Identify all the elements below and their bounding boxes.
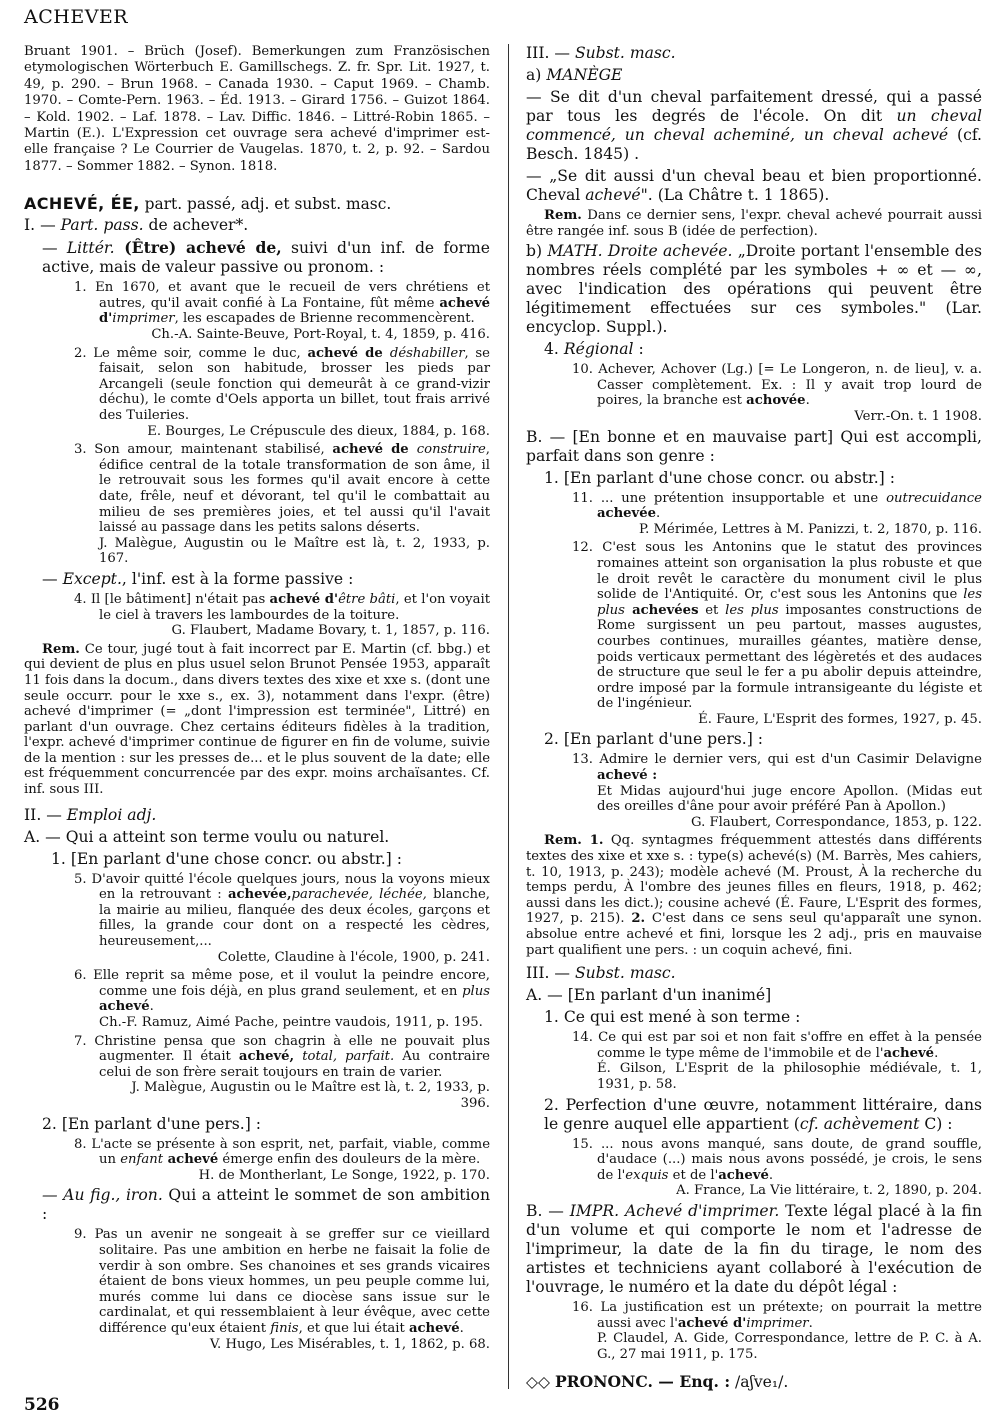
example-9 — [24, 1227, 490, 1352]
ex-bold: achevée — [597, 506, 656, 522]
sense-label: Part. pass. — [60, 216, 144, 235]
sense-3 — [526, 44, 982, 63]
sense-text: „Droite portant l'ensemble des nombres réels complété par les symboles + ∞ et — ∞, avec l'indication des opérations qui peuvent être légitimement effectuées sur ces symboles." (Lar. encyclop. Suppl.). — [526, 242, 982, 337]
example-5 — [24, 872, 490, 966]
ex-text: 2. Le même soir, comme le duc, — [74, 345, 308, 361]
sense-italic: cf. achèvement — [799, 1114, 920, 1133]
sense-label: Subst. masc. — [574, 964, 676, 983]
pronunciation-text: /aʃve₁/. — [730, 1373, 789, 1392]
ex-bold: achevé — [883, 1045, 935, 1061]
sense-III-B — [526, 1202, 982, 1297]
sense-label: Régional — [563, 340, 634, 359]
ex-italic: être bâti — [338, 591, 396, 607]
remark-text: Ce tour, jugé tout à fait incorrect par E. Martin (cf. bbg.) et qui devient de plus en plus usuel selon Brunot Pensée 1953, apparaît 11 fois dans la docum., dans divers textes des xixe et xxe s. (dont une seule occurr. pour le xxe s., ex. 3), notamment dans l'expr. (être) achevé d'imprimer (= „dont l'impression est terminée", Littré) en parlant d'un ouvrage. Chez certains éditeurs fidèles à la tradition, l'expr. achevé d'imprimer continue de figurer en fin de volume, suivie de la mention : sur les presses de... et le plus souvent de la date; elle est fréquemment concurrencée par des expr. moins archaïsantes. Cf. inf. sous III. — [24, 641, 490, 798]
ex-italic: imprimer — [112, 311, 175, 327]
sense-num: I. — — [24, 216, 61, 235]
example-source: G. Flaubert, Correspondance, 1853, p. 122. — [691, 814, 982, 830]
running-head: ACHEVER — [24, 6, 129, 28]
column-divider — [508, 44, 509, 1389]
ex-bold: achovée — [746, 393, 806, 409]
ex-text: , et que lui était — [298, 1320, 409, 1336]
ex-italic: déshabiller — [389, 345, 465, 361]
ex-bold: achevé : — [597, 768, 658, 784]
ex-text: 6. Elle reprit sa même pose, et il voulut la peindre encore, comme une fois déjà, en plus grand seulement, et en — [74, 968, 490, 999]
ex-text: 16. La justification est un prétexte; on pourrait la mettre aussi avec l' — [572, 1299, 982, 1331]
remark-label: Rem. — [544, 208, 582, 223]
ex-italic: construire — [416, 442, 486, 458]
sense-3a — [526, 66, 982, 85]
sense-II-A-2: 2. [En parlant d'une pers.] : — [42, 1114, 262, 1133]
ex-text: 10. Achever, Achover (Lg.) [= Le Longeron, n. de lieu], v. a. Casser complètement. Ex. : Il y avait trop lourd de poires, la branche est — [572, 362, 982, 409]
example-8 — [24, 1137, 490, 1184]
example-source: É. Gilson, L'Esprit de la philosophie médiévale, t. 1, 1931, p. 58. — [597, 1061, 982, 1092]
sense-litter — [24, 238, 490, 277]
example-13 — [526, 752, 982, 830]
sense-III — [526, 964, 982, 983]
ex-text: 7. Christine pensa que son chagrin à elle ne pouvait plus augmenter. Il était — [74, 1033, 490, 1065]
ex-bold: achevé de — [307, 345, 390, 361]
ex-bold: achevé — [718, 1167, 769, 1183]
ex-text: 13. Admire le dernier vers, qui est d'un Casimir Delavigne — [572, 752, 982, 768]
sense-text: (cf. Besch. 1845) . — [526, 126, 983, 163]
ex-bold: achevé — [99, 999, 150, 1015]
remark-text: Qq. syntagmes fréquemment attestés dans différents textes des xixe et xxe s. : type(s) achevé(s) (M. Barrès, Mes cahiers, t. 10, 1913, p. 243); modèle achevé (M. Proust, À la recherche du temps perdu, À l'ombre des jeunes filles en fleurs, 1918, p. 462; aussi dans les dict.); cousine achevé (É. Faure, L'Esprit des formes, 1927, p. 215). — [526, 833, 982, 927]
ex-italic: enfant — [120, 1152, 164, 1168]
sense-B-1: 1. [En parlant d'une chose concr. ou abstr.] : — [544, 468, 895, 487]
sense-italic: achevé — [585, 186, 641, 204]
sense-I — [24, 216, 490, 235]
example-source: Ch.-F. Ramuz, Aimé Pache, peintre vaudois, 1911, p. 195. — [99, 1015, 483, 1030]
sense-II — [24, 806, 490, 825]
sense-text: suivi d'un inf. de forme active, mais de valeur passive ou pronom. : — [42, 239, 490, 277]
ex-bold: achevées — [624, 602, 699, 618]
ex-text: . — [149, 999, 154, 1015]
ex-bold: achevé — [408, 1320, 460, 1336]
example-source: P. Claudel, A. Gide, Correspondance, lettre de P. C. à A. G., 27 mai 1911, p. 175. — [597, 1331, 982, 1362]
example-10 — [526, 362, 982, 424]
ex-text: . — [934, 1045, 939, 1061]
pronunciation-label: PRONONC. — Enq. : — [554, 1372, 731, 1392]
sense-B-2: 2. [En parlant d'une pers.] : — [544, 730, 764, 749]
sense-label: Littér. — [66, 239, 115, 258]
example-source: A. France, La Vie littéraire, t. 2, 1890, p. 204. — [676, 1183, 982, 1199]
sense-text: Qui a atteint le sommet de son ambition : — [42, 1186, 490, 1224]
remark-3 — [526, 833, 982, 958]
example-11 — [526, 491, 982, 538]
ex-text: , se faisait, selon son habitude, brosser les pieds par Arcangeli (seule fonction qui demeurât à ce grand-vizir déchu), le comte d'Oels apporta un billet, tout frais arrivé des Tuileries. — [99, 345, 490, 423]
sense-3b — [526, 242, 982, 337]
ex-text: 14. Ce qui est par soi et non fait s'offre en effet à la pensée comme le type même de l'immobile et de l' — [572, 1030, 982, 1061]
sense-num: 4. — [544, 340, 564, 359]
sense-text: 2. Perfection d'une œuvre, notamment littéraire, dans le genre auquel elle appartient ( — [544, 1095, 982, 1133]
sense-label: Emploi adj. — [66, 805, 157, 824]
remark-text: Dans ce dernier sens, l'expr. cheval achevé pourrait aussi être rangée inf. sous B (idée de perfection). — [526, 208, 982, 239]
ex-text: , les escapades de Brienne recommencèrent. — [174, 311, 475, 327]
ex-bold: achevée, — [227, 887, 292, 903]
sense-text: : — [633, 340, 644, 359]
sense-text: , l'inf. est à la forme passive : — [121, 569, 354, 588]
example-source: Ch.-A. Sainte-Beuve, Port-Royal, t. 4, 1859, p. 416. — [151, 327, 490, 343]
ex-text: imposantes constructions de Rome surgissent un peu partout, masses augustes, courbes continues, murailles géantes, matière dense, poids verticaux permettant des légèretés et des audaces de structure que seul le fer a pu abolir depuis atteindre, ordre imposé par la formule intransigeante du légiste et de l'ingénieur. — [597, 602, 982, 712]
ex-text: 3. Son amour, maintenant stabilisé, — [74, 442, 333, 458]
sense-label: Subst. masc. — [574, 44, 676, 62]
ex-bold: achevé d' — [99, 295, 490, 327]
sense-B: B. — [En bonne et en mauvaise part] Qui est accompli, parfait dans son genre : — [526, 427, 982, 465]
remark-label: Rem. — [42, 641, 80, 657]
ex-text: 11. ... une prétention insupportable et une — [572, 490, 887, 506]
sense-text: de achever*. — [143, 216, 249, 235]
ex-text: . — [768, 1167, 774, 1183]
ex-text: . — [805, 393, 810, 409]
ex-bold: achevé — [163, 1152, 219, 1168]
example-source: E. Bourges, Le Crépuscule des dieux, 1884, p. 168. — [147, 423, 490, 439]
ex-italic: les plus — [725, 602, 779, 618]
ex-italic: imprimer — [746, 1315, 809, 1331]
remark-label: Rem. 1. — [544, 833, 604, 849]
ex-bold: achevé de — [332, 442, 417, 458]
sense-III-A-1: 1. Ce qui est mené à son terme : — [544, 1008, 801, 1027]
example-source: V. Hugo, Les Misérables, t. 1, 1862, p. 68. — [209, 1336, 490, 1352]
ex-text: 8. L'acte se présente à son esprit, net, parfait, viable, comme un — [74, 1136, 490, 1168]
example-source: Verr.-On. t. 1 1908. — [854, 408, 982, 424]
example-3 — [24, 442, 490, 567]
ex-text: 9. Pas un avenir ne songeait à se greffer sur ce vieillard solitaire. Pas une ambition en herbe ne faisait la folie de verdir à son ombre. Ses chanoines et ses grands vicaires étaient de bons vieux hommes, un peu peuple comme lui, murés comme lui dans ce diocèse sans issue sur le cardinalat, et qui ressemblaient à leur évêque, avec cette différence qu'eux étaient — [74, 1227, 490, 1336]
sense-III-A-2 — [526, 1096, 982, 1134]
example-12 — [526, 540, 982, 727]
diamond-marks: ◇◇ — [526, 1373, 555, 1392]
sense-num: a) — [526, 66, 547, 84]
bibliography: Bruant 1901. – Brüch (Josef). Bemerkungen zum Französischen etymologischen Wörterbuch E. Gamillschegs. Z. fr. Spr. Lit. 1927, t. 49, p. 290. – Brun 1968. – Canada 1930. – Caput 1969. – Chamb. 1970. – Comte-Pern. 1963. – Éd. 1913. – Girard 1756. – Guizot 1864. – Kold. 1902. – Laf. 1878. – Lav. Diffic. 1846. – Littré-Robin 1865. – Martin (E.). L'Expression cet ouvrage sera achevé d'imprimer est-elle française ? Le Courrier de Vaugelas. 1870, t. 2, p. 92. – Sardou 1877. – Sommer 1882. – Synon. 1818. — [24, 44, 490, 174]
sense-3a-1 — [526, 88, 982, 164]
ex-verse: Et Midas aujourd'hui juge encore Apollon. (Midas eut des oreilles d'âne pour avoir préféré Pan à Apollon.) — [597, 783, 982, 815]
sense-label: MATH. Droite achevée. — [547, 242, 733, 261]
headword: ACHEVÉ, ÉE, — [24, 194, 140, 214]
ex-text: . — [459, 1320, 464, 1336]
right-column — [526, 44, 982, 1391]
sense-text: — Se dit d'un cheval parfaitement dressé, qui a passé par tous les degrés de l'école. On dit — [526, 88, 982, 125]
example-1 — [24, 280, 490, 342]
ex-bold: achevé d' — [269, 591, 339, 607]
ex-text: et — [698, 602, 726, 618]
remark-text: C'est dans ce sens seul qu'apparaît une synon. absolue entre achevé et fini, lorsque les 2 adj., pris en mauvaise part qualifient une pers. : un coquin achevé, fini. — [526, 911, 982, 958]
ex-text: blanche, la mairie au milieu, flanquée des deux écoles, garçons et filles, la grande cour dont on a respecté les cèdres, heureusement,... — [99, 887, 490, 950]
sense-3a-2 — [526, 167, 982, 205]
remark-1 — [24, 642, 490, 798]
example-source: Colette, Claudine à l'école, 1900, p. 241. — [217, 949, 490, 965]
remark-2 — [526, 208, 982, 239]
sense-label: Except. — [62, 569, 122, 588]
example-source: P. Mérimée, Lettres à M. Panizzi, t. 2, 1870, p. 116. — [638, 521, 982, 537]
dash: — — [42, 239, 67, 258]
pronunciation — [526, 1372, 982, 1391]
ex-text: et de l' — [668, 1167, 719, 1183]
ex-text: 4. Il [le bâtiment] n'était pas — [74, 591, 270, 607]
ex-text: , et l'on voyait le ciel à travers les lambourdes de la toiture. — [99, 591, 490, 623]
sense-text: ". (La Châtre t. 1 1865). — [640, 186, 830, 204]
sense-num: III. — — [526, 964, 575, 983]
sense-text: — „Se dit aussi d'un cheval beau et bien proportionné. Cheval — [526, 167, 982, 204]
example-4 — [24, 592, 490, 639]
ex-text: , édifice central de la totale transformation de son âme, il le retrouvait sous les formes qu'il avait encore à cette date, frêle, neuf et dévorant, tel qu'il le combattait au milieu de ses premières joies, et tel aussi qu'il l'avait laissé au passage dans les petits salons déserts. — [99, 442, 490, 536]
sense-label: IMPR. Achevé d'imprimer. — [569, 1201, 780, 1220]
ex-text: 12. C'est sous les Antonins que le statut des provinces romaines atteint son organisation la plus robuste et que le droit revêt le caractère du monument civil le plus solide de l'Antiquité. Or, c'est sous les Antonins que — [572, 540, 982, 603]
ex-italic: finis — [270, 1320, 299, 1336]
example-6 — [24, 968, 490, 1030]
page-number: 526 — [24, 1395, 60, 1415]
sense-4 — [526, 340, 982, 359]
sense-num: b) — [526, 242, 548, 261]
ex-italic: plus — [462, 983, 490, 999]
sense-II-A-1: 1. [En parlant d'une chose concr. ou abstr.] : — [51, 849, 402, 868]
ex-text: émerge enfin des douleurs de la mère. — [218, 1152, 481, 1168]
ex-bold: achevé, — [238, 1049, 295, 1065]
example-14 — [526, 1030, 982, 1092]
ex-bold: achevé d' — [677, 1315, 747, 1331]
sense-text: C) : — [919, 1114, 953, 1133]
left-column — [24, 44, 490, 1352]
ex-text: . — [808, 1315, 813, 1331]
remark-label: 2. — [631, 911, 646, 927]
example-source: J. Malègue, Augustin ou le Maître est là, t. 2, 1933, p. 167. — [99, 535, 490, 567]
sense-num: III. — — [526, 44, 575, 62]
ex-italic: parachevée, léchée, — [291, 887, 427, 903]
example-source: H. de Montherlant, Le Songe, 1922, p. 170. — [198, 1167, 490, 1183]
sense-fig — [24, 1186, 490, 1224]
sense-label: MANÈGE — [546, 66, 623, 84]
sense-label: — Au fig., iron. — [42, 1186, 163, 1205]
sense-num: B. — — [526, 1201, 570, 1220]
sense-italic: un cheval commencé, un cheval acheminé, un cheval achevé — [526, 107, 982, 144]
ex-text: 1. En 1670, et avant que le recueil de vers chrétiens et autres, qu'il avait confié à La Fontaine, fût même — [74, 280, 490, 311]
sense-III-A: A. — [En parlant d'un inanimé] — [526, 986, 772, 1005]
sense-except — [24, 570, 490, 589]
example-source: G. Flaubert, Madame Bovary, t. 1, 1857, p. 116. — [171, 623, 490, 639]
ex-italic: total, parfait. — [294, 1049, 395, 1065]
entry-heading — [24, 194, 490, 213]
ex-text: 15. ... nous avons manqué, sans doute, de grand souffle, d'audace (...) mais nous avons possédé, je crois, le sens de l' — [572, 1136, 982, 1183]
example-16 — [526, 1300, 982, 1362]
example-source: É. Faure, L'Esprit des formes, 1927, p. 45. — [698, 711, 982, 727]
ex-italic: outrecuidance — [886, 490, 982, 506]
sense-text: Texte légal placé à la fin d'un volume et qui comporte le nom et l'adresse de l'imprimeur, la date de la fin du tirage, le nom des artistes et techniciens ayant collaboré à l'exécution de l'ouvrage, le numéro et la date du dépôt légal : — [526, 1201, 982, 1296]
dash: — — [42, 569, 63, 588]
example-7 — [24, 1034, 490, 1112]
ex-italic: exquis — [625, 1167, 669, 1183]
example-source: J. Malègue, Augustin ou le Maître est là, t. 2, 1933, p. 396. — [131, 1080, 490, 1111]
ex-text: . — [656, 506, 661, 522]
entry-pos: part. passé, adj. et subst. masc. — [144, 195, 392, 214]
example-2 — [24, 346, 490, 440]
sense-II-A: A. — Qui a atteint son terme voulu ou naturel. — [24, 827, 390, 846]
ex-italic: les plus — [597, 587, 982, 618]
sense-num: II. — — [24, 805, 67, 824]
ex-text: Au contraire celui de son frère serait toujours en train de varier. — [99, 1049, 490, 1080]
sense-headword: (Être) achevé de, — [114, 238, 282, 258]
ex-text: 5. D'avoir quitté l'école quelques jours, nous la voyons mieux en la retrouvant : — [74, 871, 490, 903]
example-15 — [526, 1137, 982, 1199]
